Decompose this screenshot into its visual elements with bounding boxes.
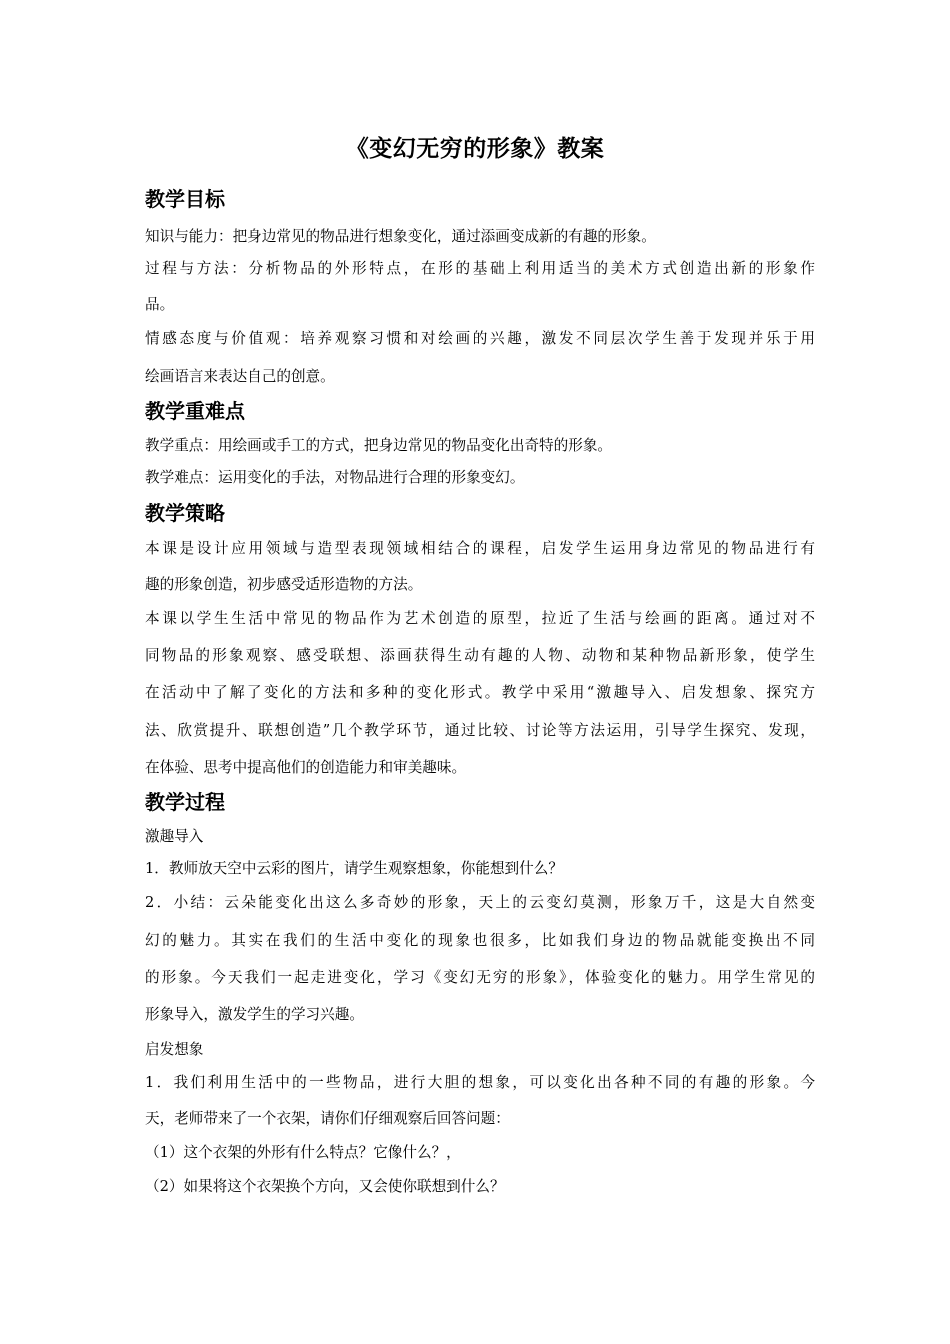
keypoints-line-1: 教学重点：用绘画或手工的方式，把身边常见的物品变化出奇特的形象。 xyxy=(145,437,613,454)
strategy-line-3: 本课以学生生活中常见的物品作为艺术创造的原型，拉近了生活与绘画的距离。通过对不 xyxy=(145,610,815,627)
heading-process: 教学过程 xyxy=(145,790,225,814)
goals-line-4: 情感态度与价值观：培养观察习惯和对绘画的兴趣，激发不同层次学生善于发现并乐于用 xyxy=(145,330,815,347)
process-subheading-1: 激趣导入 xyxy=(145,828,204,845)
process-line-8: （1）这个衣架的外形有什么特点？它像什么？， xyxy=(145,1144,461,1161)
strategy-line-7: 在体验、思考中提高他们的创造能力和审美趣味。 xyxy=(145,759,467,776)
strategy-line-1: 本课是设计应用领域与造型表现领域相结合的课程，启发学生运用身边常见的物品进行有 xyxy=(145,540,815,557)
process-line-9: （2）如果将这个衣架换个方向，又会使你联想到什么？ xyxy=(145,1178,505,1195)
strategy-line-4: 同物品的形象观察、感受联想、添画获得生动有趣的人物、动物和某种物品新形象，使学生 xyxy=(145,647,815,664)
goals-line-1: 知识与能力：把身边常见的物品进行想象变化，通过添画变成新的有趣的形象。 xyxy=(145,228,656,245)
heading-keypoints: 教学重难点 xyxy=(145,399,245,423)
process-subheading-2: 启发想象 xyxy=(145,1041,204,1058)
document-title: 《变幻无穷的形象》教案 xyxy=(345,136,605,162)
heading-strategy: 教学策略 xyxy=(145,501,225,525)
strategy-line-2: 趣的形象创造，初步感受适形造物的方法。 xyxy=(145,576,423,593)
goals-line-3: 品。 xyxy=(145,296,175,313)
process-line-7: 天，老师带来了一个衣架，请你们仔细观察后回答问题： xyxy=(145,1110,510,1127)
keypoints-line-2: 教学难点：运用变化的手法，对物品进行合理的形象变幻。 xyxy=(145,469,525,486)
process-line-1: 1．教师放天空中云彩的图片，请学生观察想象，你能想到什么？ xyxy=(145,860,563,877)
strategy-line-6: 法、欣赏提升、联想创造”几个教学环节，通过比较、讨论等方法运用，引导学生探究、发现， xyxy=(145,722,815,739)
process-line-3: 幻的魅力。其实在我们的生活中变化的现象也很多，比如我们身边的物品就能变换出不同 xyxy=(145,932,815,949)
process-line-5: 形象导入，激发学生的学习兴趣。 xyxy=(145,1006,364,1023)
heading-goals: 教学目标 xyxy=(145,187,225,211)
process-line-4: 的形象。今天我们一起走进变化，学习《变幻无穷的形象》，体验变化的魅力。用学生常见的 xyxy=(145,969,815,986)
process-line-6: 1．我们利用生活中的一些物品，进行大胆的想象，可以变化出各种不同的有趣的形象。今 xyxy=(145,1074,815,1091)
process-line-2: 2．小结：云朵能变化出这么多奇妙的形象，天上的云变幻莫测，形象万千，这是大自然变 xyxy=(145,894,815,911)
strategy-line-5: 在活动中了解了变化的方法和多种的变化形式。教学中采用“激趣导入、启发想象、探究方 xyxy=(145,684,815,701)
goals-line-5: 绘画语言来表达自己的创意。 xyxy=(145,368,335,385)
goals-line-2: 过程与方法：分析物品的外形特点，在形的基础上利用适当的美术方式创造出新的形象作 xyxy=(145,260,815,277)
